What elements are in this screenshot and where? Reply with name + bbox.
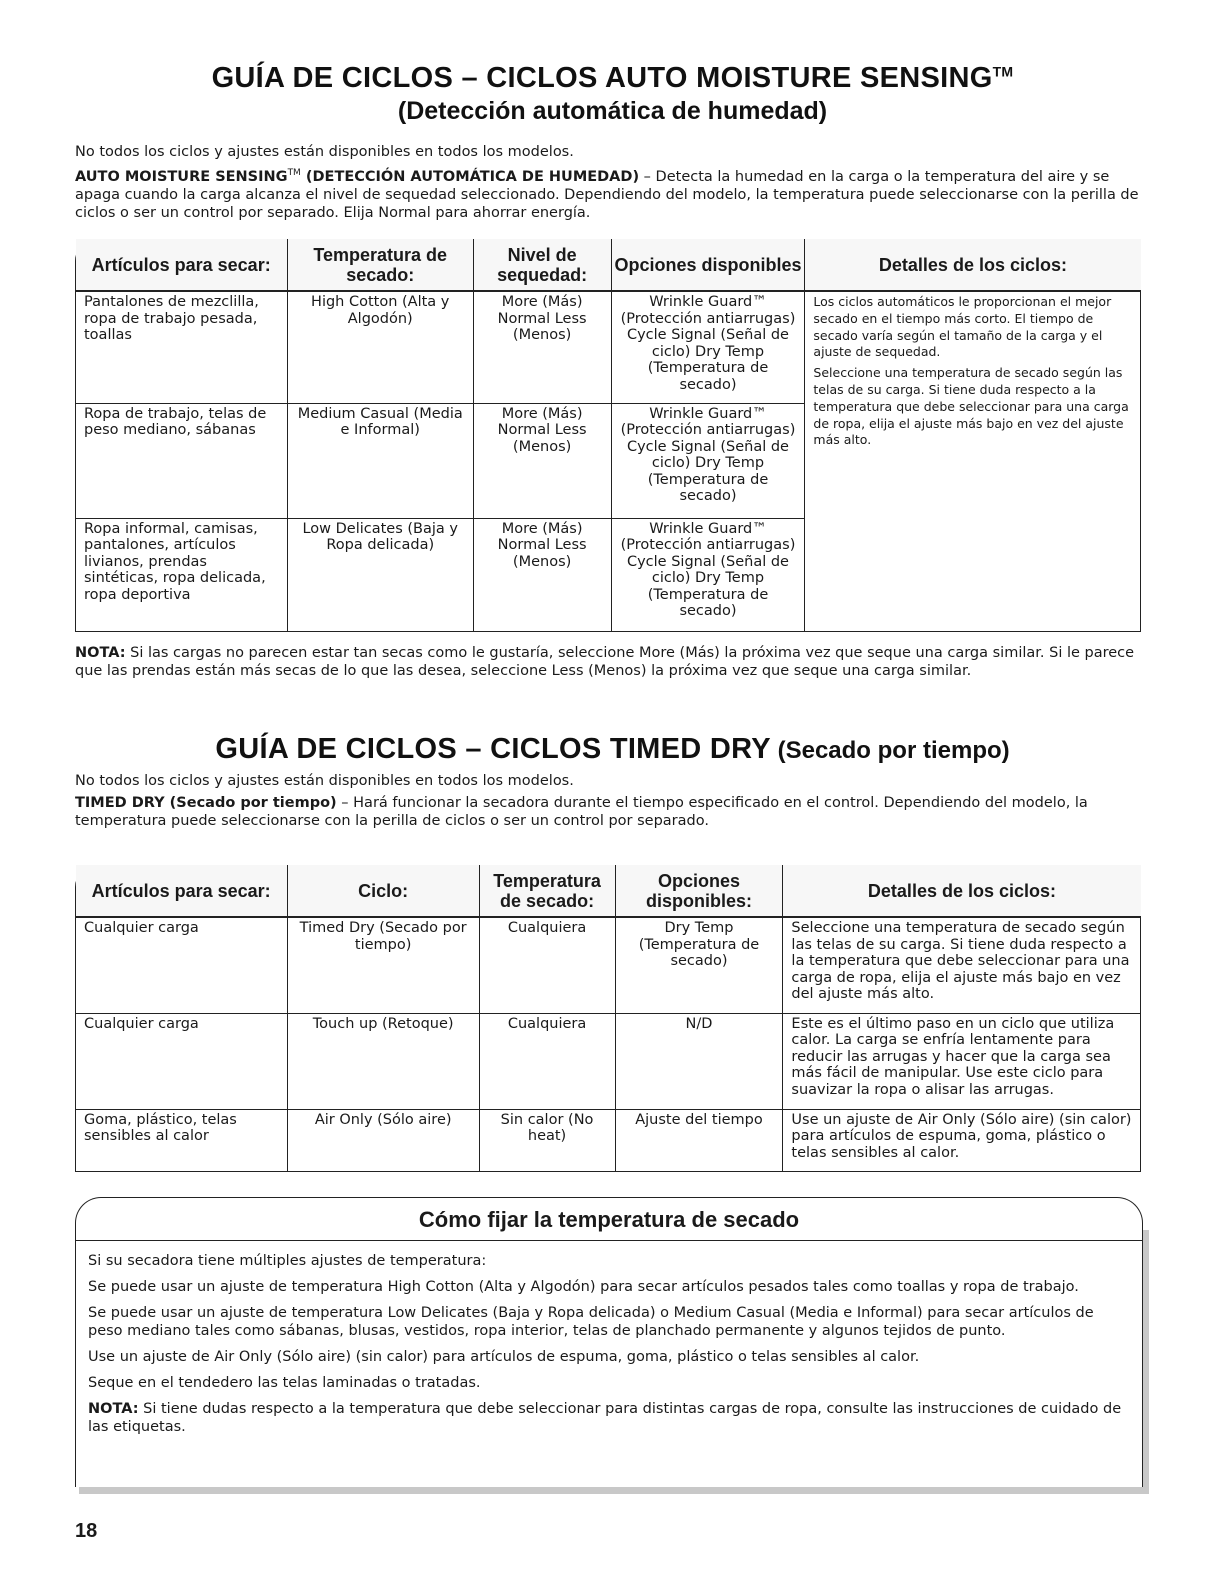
- section2-title: GUÍA DE CICLOS – CICLOS TIMED DRY: [215, 733, 771, 765]
- section1-description: [75, 164, 1150, 222]
- cell-level: More (Más) Normal Less (Menos): [473, 403, 611, 518]
- info-paragraph: Se puede usar un ajuste de temperatura Low Delicates (Baja y Ropa delicada) o Medium Casual (Media e Informal) para secar artículos de peso mediano tales como sábanas, blusas, vestidos, ropa interior, telas de planchado permanente y algunos tejidos de punto.: [88, 1305, 1094, 1339]
- cell-cycle: Touch up (Retoque): [287, 1013, 479, 1109]
- note-label: NOTA:: [88, 1401, 139, 1417]
- section2-title-sub: (Secado por tiempo): [770, 737, 1010, 764]
- table-row: [76, 1109, 1141, 1171]
- section1-subtitle: (Detección automática de humedad): [397, 97, 828, 125]
- section1-title: GUÍA DE CICLOS – CICLOS AUTO MOISTURE SENSING: [211, 62, 993, 94]
- cell-items: Goma, plástico, telas sensibles al calor: [76, 1109, 288, 1171]
- table-row: [76, 917, 1141, 1013]
- desc-bold: AUTO MOISTURE SENSING: [75, 168, 288, 185]
- header-items: Artículos para secar:: [76, 239, 288, 291]
- table-header-row: [76, 239, 1141, 291]
- note-text: Si tiene dudas respecto a la temperatura que debe seleccionar para distintas cargas de ropa, consulte las instrucciones de cuidado de las etiquetas.: [88, 1401, 1122, 1435]
- header-dryness-level: Nivel de sequedad:: [473, 239, 611, 291]
- section1-note: [75, 644, 1150, 680]
- cell-items: Cualquier carga: [76, 1013, 288, 1109]
- header-details: Detalles de los ciclos:: [805, 239, 1141, 291]
- cell-items: Ropa informal, camisas, pantalones, artículos livianos, prendas sintéticas, ropa delicada, ropa deportiva: [76, 518, 288, 631]
- info-box-divider: [75, 1240, 1143, 1241]
- info-paragraph: Se puede usar un ajuste de temperatura High Cotton (Alta y Algodón) para secar artículos pesados tales como toallas y ropa de trabajo.: [88, 1279, 1079, 1295]
- cell-items: Ropa de trabajo, telas de peso mediano, sábanas: [76, 403, 288, 518]
- info-note: [88, 1400, 1128, 1436]
- info-paragraph: Use un ajuste de Air Only (Sólo aire) (sin calor) para artículos de espuma, goma, plástico o telas sensibles al calor.: [88, 1349, 920, 1365]
- info-box-body: [88, 1244, 1128, 1444]
- cell-options: N/D: [615, 1013, 783, 1109]
- cell-temp: Cualquiera: [479, 917, 615, 1013]
- cell-level: More (Más) Normal Less (Menos): [473, 518, 611, 631]
- cell-level: More (Más) Normal Less (Menos): [473, 291, 611, 403]
- table-row: [76, 1013, 1141, 1109]
- cell-options: Wrinkle Guard™ (Protección antiarrugas) Cycle Signal (Señal de ciclo) Dry Temp (Temperatura de secado): [611, 403, 805, 518]
- header-items: Artículos para secar:: [76, 865, 288, 917]
- header-options: Opciones disponibles:: [615, 865, 783, 917]
- desc-text: – Hará funcionar la secadora durante el tiempo especificado en el control. Dependiendo del modelo, la temperatura puede seleccionarse con la perilla de ciclos o ser un control por separado.: [75, 795, 1088, 829]
- header-cycle: Ciclo:: [287, 865, 479, 917]
- info-box-title: Cómo fijar la temperatura de secado: [418, 1207, 800, 1232]
- details-paragraph-1: Los ciclos automáticos le proporcionan el mejor secado en el tiempo más corto. El tiempo de secado varía según el tamaño de la carga y el ajuste de sequedad.: [813, 294, 1112, 360]
- cell-options: Ajuste del tiempo: [615, 1109, 783, 1171]
- table-header-row: [76, 865, 1141, 917]
- cell-details: Este es el último paso en un ciclo que utiliza calor. La carga se enfría lentamente para reducir las arrugas y hacer que la carga sea más fácil de manipular. Use este ciclo para suavizar la ropa o alisar las arrugas.: [783, 1013, 1141, 1109]
- info-paragraph: Seque en el tendedero las telas laminadas o tratadas.: [88, 1375, 481, 1391]
- desc-bold: TIMED DRY (Secado por tiempo): [75, 795, 337, 811]
- section2-heading: [0, 733, 1225, 766]
- note-text: Si las cargas no parecen estar tan secas como le gustaría, seleccione More (Más) la próxima vez que seque una carga similar. Si le parece que las prendas están más secas de lo que las desea, seleccione Less (Menos) la próxima vez que seque una carga similar.: [75, 645, 1135, 679]
- cell-cycle: Timed Dry (Secado por tiempo): [287, 917, 479, 1013]
- info-paragraph: Si su secadora tiene múltiples ajustes de temperatura:: [88, 1253, 487, 1269]
- cell-temp: High Cotton (Alta y Algodón): [287, 291, 473, 403]
- header-temperature: Temperatura de secado:: [479, 865, 615, 917]
- desc-text: – Detecta la humedad en la carga o la temperatura del aire y se apaga cuando la carga alcanza el nivel de sequedad seleccionado. Dependiendo del modelo, la temperatura puede seleccionarse con la perilla de ciclos o ser un control por separado. Elija Normal para ahorrar energía.: [75, 168, 1139, 221]
- page-number: 18: [75, 1520, 98, 1542]
- cell-temp: Medium Casual (Media e Informal): [287, 403, 473, 518]
- note-label: NOTA:: [75, 645, 126, 661]
- desc-bold-2: (DETECCIÓN AUTOMÁTICA DE HUMEDAD): [300, 168, 640, 185]
- cell-temp: Low Delicates (Baja y Ropa delicada): [287, 518, 473, 631]
- cell-options: Wrinkle Guard™ (Protección antiarrugas) Cycle Signal (Señal de ciclo) Dry Temp (Temperatura de secado): [611, 291, 805, 403]
- cell-options: Wrinkle Guard™ (Protección antiarrugas) Cycle Signal (Señal de ciclo) Dry Temp (Temperatura de secado): [611, 518, 805, 631]
- trademark-mark: TM: [287, 168, 301, 178]
- section2-description: [75, 794, 1150, 830]
- cell-items: Pantalones de mezclilla, ropa de trabajo pesada, toallas: [76, 291, 288, 403]
- table-row: [76, 291, 1141, 403]
- details-paragraph-2: Seleccione una temperatura de secado según las telas de su carga. Si tiene duda respecto a la temperatura que debe seleccionar para una carga de ropa, elija el ajuste más bajo en vez del ajuste más alto.: [813, 365, 1129, 448]
- timed-dry-table: [75, 865, 1141, 1172]
- cell-items: Cualquier carga: [76, 917, 288, 1013]
- cell-details: Seleccione una temperatura de secado según las telas de su carga. Si tiene duda respecto a la temperatura que debe seleccionar para una carga de ropa, elija el ajuste más bajo en vez del ajuste más alto.: [783, 917, 1141, 1013]
- section1-heading: [0, 62, 1225, 126]
- cell-options: Dry Temp (Temperatura de secado): [615, 917, 783, 1013]
- cell-details: Use un ajuste de Air Only (Sólo aire) (sin calor) para artículos de espuma, goma, plástico o telas sensibles al calor.: [783, 1109, 1141, 1171]
- cell-cycle: Air Only (Sólo aire): [287, 1109, 479, 1171]
- header-temperature: Temperatura de secado:: [287, 239, 473, 291]
- header-options: Opciones disponibles: [611, 239, 805, 291]
- cell-temp: Sin calor (No heat): [479, 1109, 615, 1171]
- auto-moisture-table: [75, 239, 1141, 632]
- cell-cycle-details: [805, 291, 1141, 631]
- header-details: Detalles de los ciclos:: [783, 865, 1141, 917]
- trademark-mark: TM: [992, 63, 1014, 80]
- cell-temp: Cualquiera: [479, 1013, 615, 1109]
- section1-intro: No todos los ciclos y ajustes están disponibles en todos los modelos.: [75, 144, 574, 160]
- section2-intro: No todos los ciclos y ajustes están disponibles en todos los modelos.: [75, 773, 574, 789]
